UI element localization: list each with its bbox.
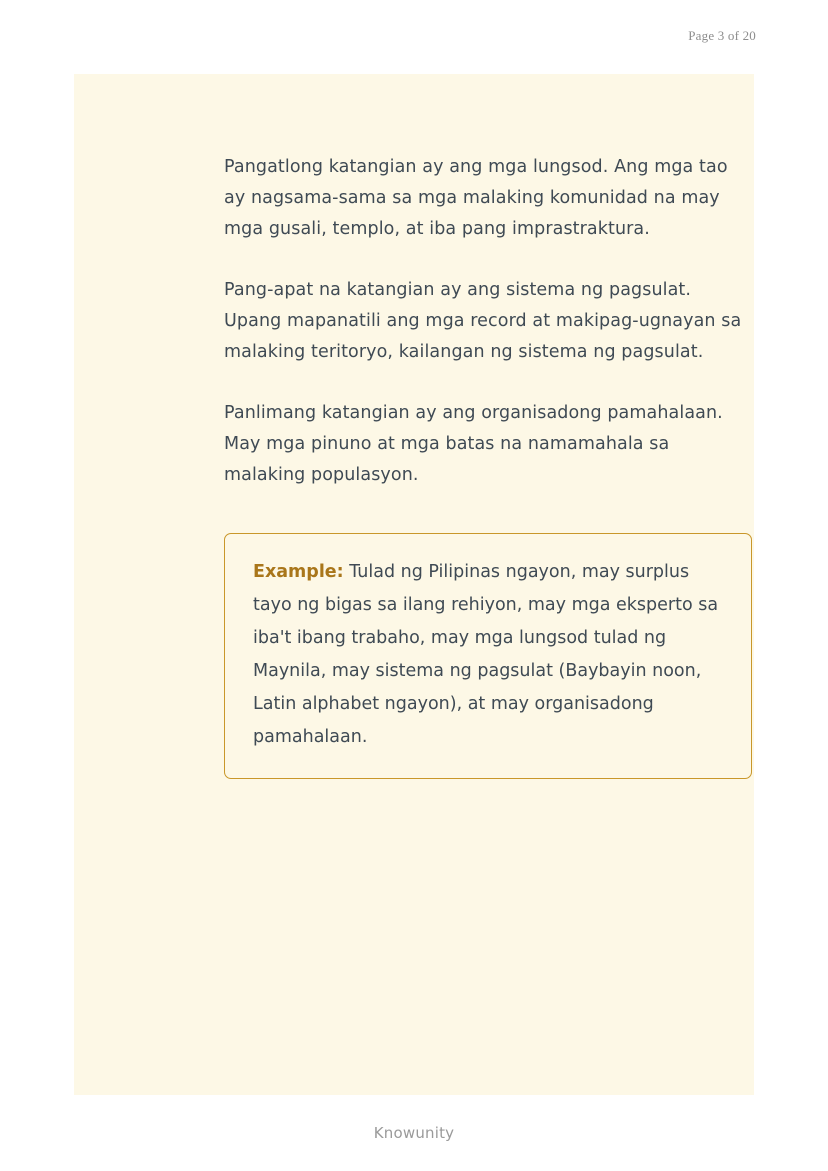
document-content [224, 152, 752, 779]
page-indicator: Page 3 of 20 [688, 28, 756, 43]
footer-brand: Knowunity [373, 1124, 455, 1142]
example-body: Tulad ng Pilipinas ngayon, may surplus tayo ng bigas sa ilang rehiyon, may mga eksperto sa iba't ibang trabaho, may mga lungsod tulad ng Maynila, may sistema ng pagsulat (Baybayin noon, Latin alphabet ngayon), at may organisadong pamahalaan. [253, 562, 719, 747]
paragraph: Panlimang katangian ay ang organisadong pamahalaan. May mga pinuno at mga batas na namamahala sa malaking populasyon. [224, 403, 723, 485]
paragraph: Pang-apat na katangian ay ang sistema ng pagsulat. Upang mapanatili ang mga record at makipag-ugnayan sa malaking teritoryo, kailangan ng sistema ng pagsulat. [224, 280, 742, 362]
example-callout-text [253, 556, 725, 754]
document-page [74, 74, 754, 1095]
paragraph: Pangatlong katangian ay ang mga lungsod. Ang mga tao ay nagsama-sama sa mga malaking komunidad na may mga gusali, templo, at iba pang imprastraktura. [224, 157, 728, 239]
example-label: Example: [253, 562, 344, 582]
example-callout [224, 533, 752, 779]
